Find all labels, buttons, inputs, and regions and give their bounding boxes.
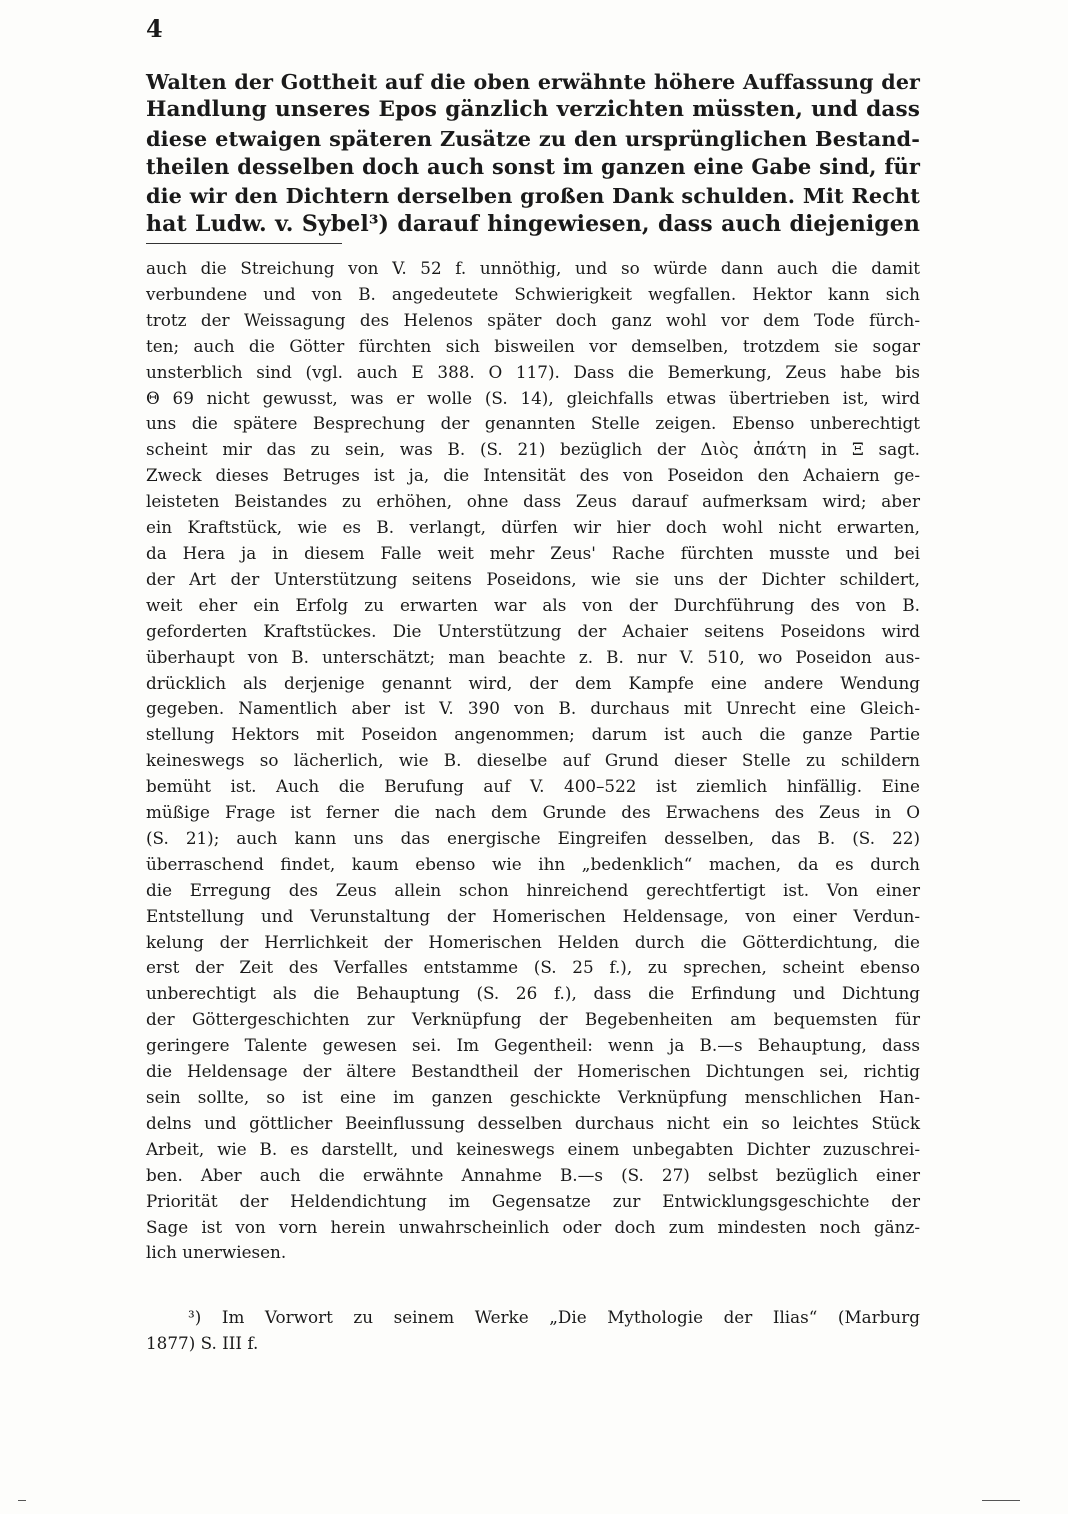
footnote-line: drücklich als derjenige genannt wird, der dem Kampfe eine andere Wendung [146, 672, 920, 693]
body-line: diese etwaigen späteren Zusätze zu den ursprünglichen Bestand- [146, 125, 920, 151]
footnote-3 [146, 1304, 920, 1356]
footnote-line: die Erregung des Zeus allein schon hinreichend gerechtfertigt ist. Von einer [146, 879, 920, 900]
footnote-line: unsterblich sind (vgl. auch E 388. O 117). Dass die Bemerkung, Zeus habe bis [146, 361, 920, 382]
footnote-line: gegeben. Namentlich aber ist V. 390 von B. durchaus mit Unrecht eine Gleich- [146, 698, 920, 719]
page-number: 4 [146, 14, 163, 43]
footnote-line: erst der Zeit des Verfalles entstamme (S. 25 f.), zu sprechen, scheint ebenso [146, 957, 920, 978]
footnote-line: unberechtigt als die Behauptung (S. 26 f.), dass die Erfindung und Dichtung [146, 983, 920, 1004]
footnote-line: die Heldensage der ältere Bestandtheil der Homerischen Dichtungen sei, richtig [146, 1061, 920, 1082]
footnote-line: (S. 21); auch kann uns das energische Eingreifen desselben, das B. (S. 22) [146, 827, 920, 848]
footnote-line: der Göttergeschichten zur Verknüpfung der Begebenheiten am bequemsten für [146, 1009, 920, 1030]
body-line: die wir den Dichtern derselben großen Dank schulden. Mit Recht [146, 182, 920, 208]
footnote-line: sein sollte, so ist eine im ganzen geschickte Verknüpfung menschlichen Han- [146, 1087, 920, 1107]
footnote-line: Θ 69 nicht gewusst, was er wolle (S. 14), gleichfalls etwas übertrieben ist, wird [146, 387, 920, 408]
footnote-line: geringere Talente gewesen sei. Im Gegentheil: wenn ja B.—s Behauptung, dass [146, 1035, 920, 1056]
footnote-line: müßige Frage ist ferner die nach dem Grunde des Erwachens des Zeus in O [146, 802, 920, 823]
footnote-line: trotz der Weissagung des Helenos später doch ganz wohl vor dem Tode fürch- [146, 309, 920, 330]
footnote-line: keineswegs so lächerlich, wie B. dieselbe auf Grund dieser Stelle zu schildern [146, 750, 920, 771]
body-line: Handlung unseres Epos gänzlich verzichten müssten, und dass [146, 97, 920, 123]
footnote-line: uns die spätere Besprechung der genannten Stelle zeigen. Ebenso unberechtigt [146, 413, 920, 434]
footnote-line: Priorität der Heldendichtung im Gegensatze zur Entwicklungsgeschichte der [146, 1190, 920, 1211]
footnote-line: Sage ist von vorn herein unwahrscheinlich oder doch zum mindesten noch gänz- [146, 1216, 920, 1237]
footnote-line: der Art der Unterstützung seitens Poseidons, wie sie uns der Dichter schildert, [146, 568, 920, 589]
footnote-line: ten; auch die Götter fürchten sich bisweilen vor demselben, trotzdem sie sogar [146, 335, 920, 356]
footnote-line: auch die Streichung von V. 52 f. unnöthig, und so würde dann auch die damit [146, 258, 920, 278]
footnote-line: Arbeit, wie B. es darstellt, und keineswegs einem unbegabten Dichter zuzuschrei- [146, 1138, 920, 1159]
footnote-line: bemüht ist. Auch die Berufung auf V. 400–522 ist ziemlich hinfällig. Eine [146, 776, 920, 797]
footnote-line: ein Kraftstück, wie es B. verlangt, dürfen wir hier doch wohl nicht erwarten, [146, 517, 920, 538]
footnote-line: kelung der Herrlichkeit der Homerischen Helden durch die Götterdichtung, die [146, 931, 920, 952]
footnote-line: geforderten Kraftstückes. Die Unterstützung der Achaier seitens Poseidons wird [146, 620, 920, 641]
footnote-line: überhaupt von B. unterschätzt; man beachte z. B. nur V. 510, wo Poseidon aus- [146, 646, 920, 667]
footnote-line: da Hera ja in diesem Falle weit mehr Zeus' Rache fürchten musste und bei [146, 542, 920, 563]
footnote-line: Entstellung und Verunstaltung der Homerischen Heldensage, von einer Verdun- [146, 905, 920, 926]
footnote-3-line: 1877) S. III f. [146, 1333, 259, 1353]
scan-corner-mark [18, 1500, 26, 1501]
footnote-line: verbundene und von B. angedeutete Schwierigkeit wegfallen. Hektor kann sich [146, 283, 920, 304]
footnote-line: lich unerwiesen. [146, 1242, 287, 1263]
footnote-line: leisteten Beistandes zu erhöhen, ohne dass Zeus darauf aufmerksam wird; aber [146, 491, 920, 512]
footnote-continuation [146, 256, 920, 1266]
main-body-text [146, 68, 920, 238]
footnote-line: scheint mir das zu sein, was B. (S. 21) bezüglich der Διὸς ἀπάτη in Ξ sagt. [146, 439, 920, 460]
footnote-line: weit eher ein Erfolg zu erwarten war als von der Durchführung des von B. [146, 594, 920, 615]
body-line: hat Ludw. v. Sybel³) darauf hingewiesen, dass auch diejenigen [146, 211, 920, 238]
footnote-line: ben. Aber auch die erwähnte Annahme B.—s (S. 27) selbst bezüglich einer [146, 1164, 920, 1185]
footnote-separator [146, 243, 342, 244]
scan-edge-mark [982, 1500, 1020, 1501]
body-line: theilen desselben doch auch sonst im ganzen eine Gabe sind, für [146, 154, 920, 180]
body-line: Walten der Gottheit auf die oben erwähnte höhere Auffassung der [146, 70, 920, 94]
footnote-line: überraschend findet, kaum ebenso wie ihn „bedenklich“ machen, da es durch [146, 853, 920, 874]
footnote-line: Zweck dieses Betruges ist ja, die Intensität des von Poseidon den Achaiern ge- [146, 465, 920, 486]
footnote-line: delns und göttlicher Beeinflussung desselben durchaus nicht ein so leichtes Stück [146, 1112, 920, 1133]
footnote-3-line: ³) Im Vorwort zu seinem Werke „Die Mythologie der Ilias“ (Marburg [188, 1307, 920, 1327]
footnote-line: stellung Hektors mit Poseidon angenommen; darum ist auch die ganze Partie [146, 724, 920, 745]
